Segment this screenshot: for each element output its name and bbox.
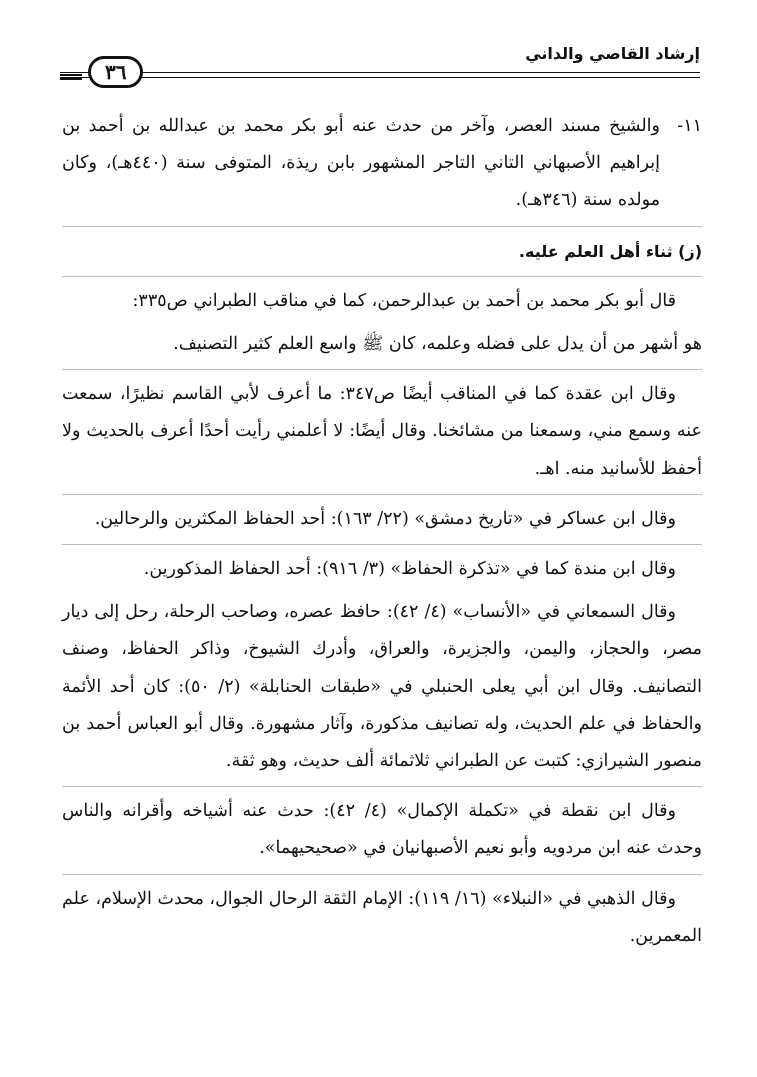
divider xyxy=(62,874,702,875)
paragraph-3: وقال ابن عقدة كما في المناقب أيضًا ص٣٤٧: ما أعرف لأبي القاسم نظيرًا، سمعت عنه وسمع مني، وسمعنا من مشائخنا. وقال أيضًا: لا أعلمني رأيت أحدًا أعرف بالحديث ولا أحفظ للأسانيد منه. اهـ. xyxy=(62,384,702,479)
paragraph-6: وقال السمعاني في «الأنساب» (٤/ ٤٢): حافظ عصره، وصاحب الرحلة، رحل إلى ديار مصر، والحجاز، واليمن، والجزيرة، والعراق، وأدرك الشيوخ، وذاكر الحفاظ، وصنف التصانيف. وقال ابن أبي يعلى الحنبلي في «طبقات الحنابلة» (٢/ ٥٠): كان أحد الأئمة والحفاظ في علم الحديث، وله تصانيف مذكورة، وآثار مشهورة. وقال أبو العباس أحمد بن منصور الشيرازي: كتبت عن الطبراني ثلاثمائة ألف حديث، وهو ثقة. xyxy=(62,602,702,772)
divider xyxy=(62,226,702,227)
divider xyxy=(62,544,702,545)
page-number: ٣٦ xyxy=(88,56,143,88)
paragraph-1: قال أبو بكر محمد بن أحمد بن عبدالرحمن، كما في مناقب الطبراني ص٣٣٥: xyxy=(132,290,676,311)
list-item-11 xyxy=(62,108,702,220)
paragraph-4: وقال ابن عساكر في «تاريخ دمشق» (٢٢/ ١٦٣): أحد الحفاظ المكثرين والرحالين. xyxy=(94,508,676,529)
page-header xyxy=(60,42,700,92)
paragraph-8: وقال الذهبي في «النبلاء» (١٦/ ١١٩): الإمام الثقة الرحال الجوال، محدث الإسلام، علم المعمرين. xyxy=(62,888,702,946)
page-number-box xyxy=(60,56,143,88)
page-number-dash xyxy=(60,74,82,80)
header-rule xyxy=(60,72,700,78)
section-heading: (ز) ثناء أهل العلم عليه. xyxy=(518,241,702,261)
paragraph-5: وقال ابن مندة كما في «تذكرة الحفاظ» (٣/ ٩١٦): أحد الحفاظ المذكورين. xyxy=(143,559,676,580)
paragraph-7: وقال ابن نقطة في «تكملة الإكمال» (٤/ ٤٢): حدث عنه أشياخه وأقرانه والناس وحدث عنه ابن مردويه وأبو نعيم الأصبهانيان في «صحيحيهما». xyxy=(62,801,702,859)
list-item-text: والشيخ مسند العصر، وآخر من حدث عنه أبو بكر محمد بن عبدالله بن أحمد بن إبراهيم الأصبهاني التاني التاجر المشهور بابن ريذة، المتوفى سنة (٤٤٠هـ)، وكان مولده سنة (٣٤٦هـ). xyxy=(62,116,660,211)
divider xyxy=(62,369,702,370)
divider xyxy=(62,494,702,495)
running-title: إرشاد القاصي والداني xyxy=(525,44,700,63)
list-number: ١١- xyxy=(677,116,702,136)
divider xyxy=(62,786,702,787)
page-body xyxy=(62,108,702,961)
divider xyxy=(62,276,702,277)
quote-paragraph: هو أشهر من أن يدل على فضله وعلمه، كان ﷺ واسع العلم كثير التصنيف. xyxy=(173,334,702,355)
